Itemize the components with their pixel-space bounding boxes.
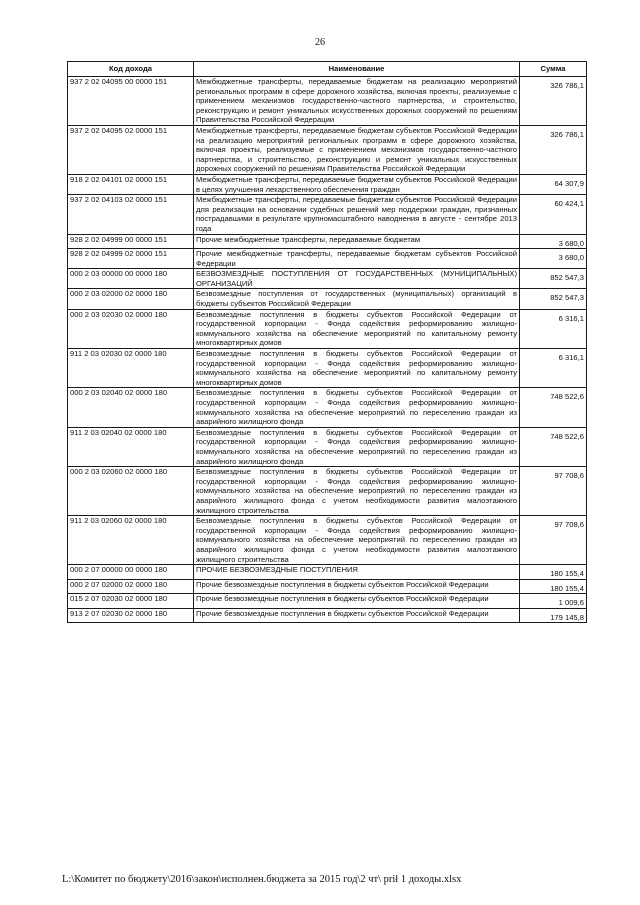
table-header-row <box>68 62 587 77</box>
table-row <box>68 195 587 234</box>
table-row <box>68 388 587 427</box>
table-row <box>68 608 587 623</box>
row-code: 928 2 02 04999 00 0000 151 <box>68 234 194 249</box>
row-sum: 852 547,3 <box>520 289 587 309</box>
row-name: Безвозмездные поступления от государственных (муниципальных) организаций в бюджеты субъектов Российской Федерации <box>194 289 520 309</box>
row-sum: 748 522,6 <box>520 388 587 427</box>
row-sum: 180 155,4 <box>520 565 587 580</box>
file-path-footer: L:\Комитет по бюджету\2016\закон\исполнен.бюджета за 2015 год\2 чт\ prił 1 доходы.xlsx <box>62 874 462 885</box>
row-sum: 6 316,1 <box>520 349 587 388</box>
row-code: 000 2 03 02040 02 0000 180 <box>68 388 194 427</box>
table-row <box>68 249 587 269</box>
row-code: 918 2 02 04101 02 0000 151 <box>68 174 194 194</box>
row-sum: 179 145,8 <box>520 608 587 623</box>
row-code: 911 2 03 02060 02 0000 180 <box>68 516 194 565</box>
row-code: 937 2 02 04095 02 0000 151 <box>68 125 194 174</box>
row-name: БЕЗВОЗМЕЗДНЫЕ ПОСТУПЛЕНИЯ ОТ ГОСУДАРСТВЕННЫХ (МУНИЦИПАЛЬНЫХ) ОРГАНИЗАЦИЙ <box>194 269 520 289</box>
table-row <box>68 565 587 580</box>
table-row <box>68 349 587 388</box>
table-row <box>68 289 587 309</box>
row-name: Межбюджетные трансферты, передаваемые бюджетам субъектов Российской Федерации в целях улучшения лекарственного обеспечения граждан <box>194 174 520 194</box>
table-row <box>68 309 587 348</box>
row-name: Прочие межбюджетные трансферты, передаваемые бюджетам <box>194 234 520 249</box>
row-sum: 3 680,0 <box>520 249 587 269</box>
page-number: 26 <box>315 37 325 48</box>
header-code: Код дохода <box>68 62 194 77</box>
table-row <box>68 269 587 289</box>
row-sum: 326 786,1 <box>520 125 587 174</box>
row-sum: 1 009,6 <box>520 594 587 609</box>
row-name: Безвозмездные поступления в бюджеты субъектов Российской Федерации от государственной корпорации - Фонда содействия реформированию жилищно-коммунального хозяйства на обеспечение мероприятий по переселению граждан из аварийного жилищного фонда <box>194 388 520 427</box>
row-code: 000 2 03 02000 02 0000 180 <box>68 289 194 309</box>
table-row <box>68 467 587 516</box>
row-name: Межбюджетные трансферты, передаваемые бюджетам на реализацию мероприятий региональных программ в сфере дорожного хозяйства, включая проекты, реализуемые с применением механизмов государственно-частного партнерства, и строительство, реконструкцию и ремонт уникальных искусственных дорожных сооружений по решениям Правительства Российской Федерации <box>194 77 520 126</box>
table-row <box>68 516 587 565</box>
row-name: ПРОЧИЕ БЕЗВОЗМЕЗДНЫЕ ПОСТУПЛЕНИЯ <box>194 565 520 580</box>
row-sum: 3 680,0 <box>520 234 587 249</box>
row-code: 015 2 07 02030 02 0000 180 <box>68 594 194 609</box>
row-sum: 6 316,1 <box>520 309 587 348</box>
row-name: Прочие безвозмездные поступления в бюджеты субъектов Российской Федерации <box>194 594 520 609</box>
header-name: Наименование <box>194 62 520 77</box>
row-code: 937 2 02 04095 00 0000 151 <box>68 77 194 126</box>
revenue-table <box>67 61 587 623</box>
row-sum: 326 786,1 <box>520 77 587 126</box>
row-sum: 748 522,6 <box>520 427 587 466</box>
row-sum: 60 424,1 <box>520 195 587 234</box>
row-name: Безвозмездные поступления в бюджеты субъектов Российской Федерации от государственной корпорации - Фонда содействия реформированию жилищно-коммунального хозяйства на обеспечение мероприятий по переселению граждан из аварийного жилищного фонда с учетом необходимости развития малоэтажного жилищного строительства <box>194 516 520 565</box>
row-code: 937 2 02 04103 02 0000 151 <box>68 195 194 234</box>
row-name: Безвозмездные поступления в бюджеты субъектов Российской Федерации от государственной корпорации - Фонда содействия реформированию жилищно-коммунального хозяйства на обеспечение мероприятий по переселению граждан из аварийного жилищного фонда <box>194 427 520 466</box>
row-code: 000 2 03 02030 02 0000 180 <box>68 309 194 348</box>
header-sum: Сумма <box>520 62 587 77</box>
table-row <box>68 77 587 126</box>
row-sum: 180 155,4 <box>520 579 587 594</box>
row-code: 911 2 03 02040 02 0000 180 <box>68 427 194 466</box>
table-row <box>68 234 587 249</box>
row-code: 000 2 07 02000 02 0000 180 <box>68 579 194 594</box>
row-code: 913 2 07 02030 02 0000 180 <box>68 608 194 623</box>
row-code: 911 2 03 02030 02 0000 180 <box>68 349 194 388</box>
table-row <box>68 579 587 594</box>
row-sum: 97 708,6 <box>520 516 587 565</box>
row-name: Межбюджетные трансферты, передаваемые бюджетам субъектов Российской Федерации для реализации на основании судебных решений мер поддержки граждан, признанных пострадавшими в результате крупномасштабного наводнения в августе - сентябре 2013 года <box>194 195 520 234</box>
table-row <box>68 427 587 466</box>
row-code: 000 2 03 00000 00 0000 180 <box>68 269 194 289</box>
table-row <box>68 174 587 194</box>
row-sum: 97 708,6 <box>520 467 587 516</box>
row-code: 000 2 03 02060 02 0000 180 <box>68 467 194 516</box>
row-sum: 852 547,3 <box>520 269 587 289</box>
table-row <box>68 125 587 174</box>
row-sum: 64 307,9 <box>520 174 587 194</box>
row-name: Межбюджетные трансферты, передаваемые бюджетам субъектов Российской Федерации на реализацию мероприятий региональных программ в сфере дорожного хозяйства, включая проекты, реализуемые с применением механизмов государственно-частного партнерства, и строительство, реконструкцию и ремонт уникальных искусственных дорожных сооружений по решениям Правительства Российской Федерации <box>194 125 520 174</box>
row-name: Прочие безвозмездные поступления в бюджеты субъектов Российской Федерации <box>194 579 520 594</box>
row-name: Безвозмездные поступления в бюджеты субъектов Российской Федерации от государственной корпорации - Фонда содействия реформированию жилищно-коммунального хозяйства на обеспечение мероприятий по капитальному ремонту многоквартирных домов <box>194 309 520 348</box>
row-name: Безвозмездные поступления в бюджеты субъектов Российской Федерации от государственной корпорации - Фонда содействия реформированию жилищно-коммунального хозяйства на обеспечение мероприятий по капитальному ремонту многоквартирных домов <box>194 349 520 388</box>
table-row <box>68 594 587 609</box>
row-name: Прочие безвозмездные поступления в бюджеты субъектов Российской Федерации <box>194 608 520 623</box>
row-name: Прочие межбюджетные трансферты, передаваемые бюджетам субъектов Российской Федерации <box>194 249 520 269</box>
row-name: Безвозмездные поступления в бюджеты субъектов Российской Федерации от государственной корпорации - Фонда содействия реформированию жилищно-коммунального хозяйства на обеспечение мероприятий по переселению граждан из аварийного жилищного фонда с учетом необходимости развития малоэтажного жилищного строительства <box>194 467 520 516</box>
row-code: 000 2 07 00000 00 0000 180 <box>68 565 194 580</box>
row-code: 928 2 02 04999 02 0000 151 <box>68 249 194 269</box>
